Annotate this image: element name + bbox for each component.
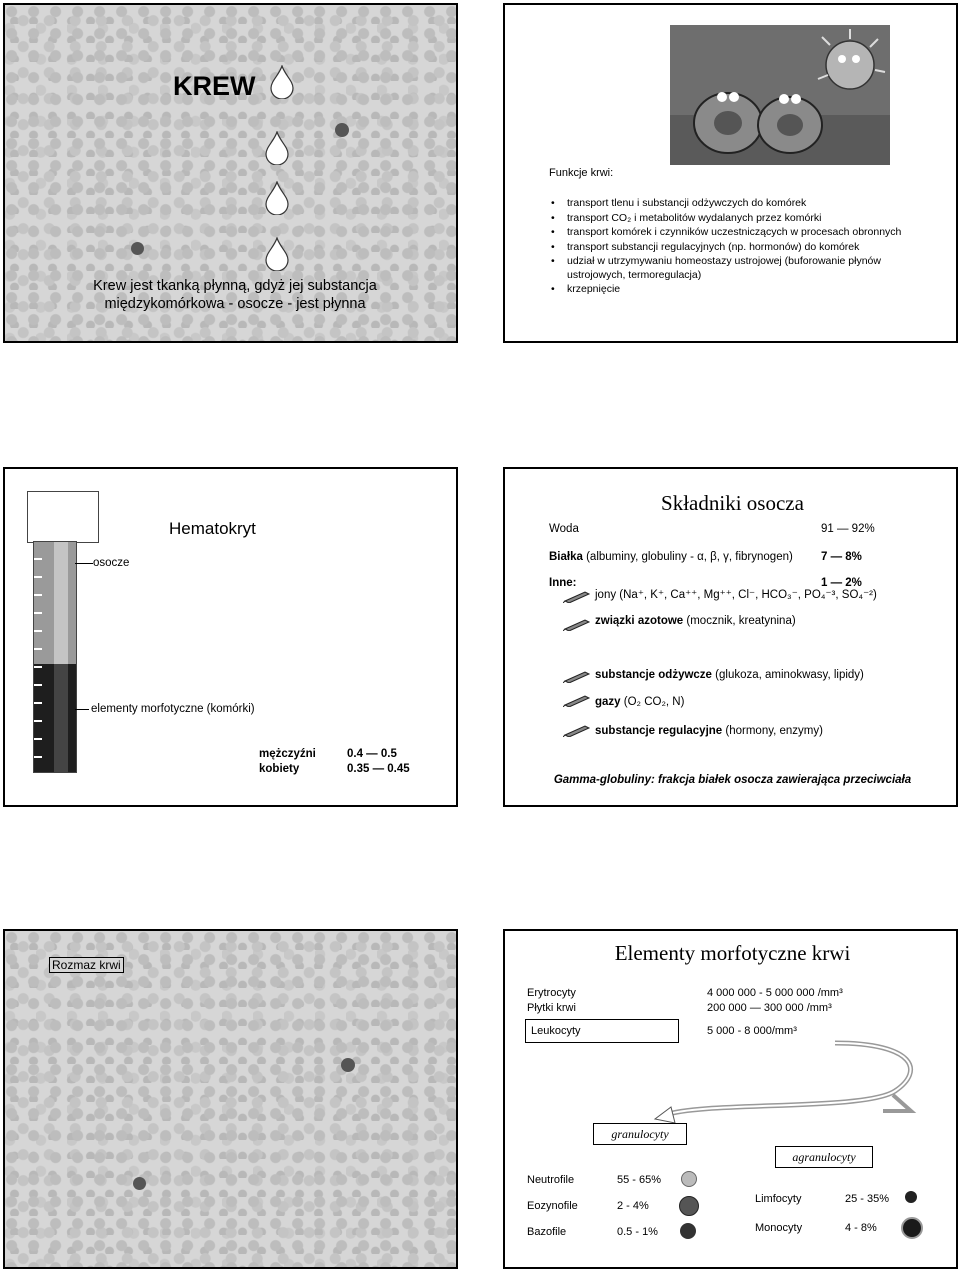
regulatory-rest: (hormony, enzymy) [722, 725, 823, 737]
slide-title: KREW [173, 71, 256, 101]
nutrients-rest: (glukoza, aminokwasy, lipidy) [711, 669, 864, 681]
drop-icon [264, 237, 290, 271]
slide-title: Elementy morfotyczne krwi [614, 941, 851, 965]
agranulocytes-label: agranulocyty [775, 1146, 873, 1168]
tube-cells-highlight [54, 664, 68, 772]
women-value: 0.35 — 0.45 [347, 763, 410, 775]
tube-cap [27, 491, 99, 543]
monocytes-label: Monocyty [755, 1222, 803, 1234]
men-value: 0.4 — 0.5 [347, 748, 397, 760]
women-label: kobiety [259, 763, 300, 775]
list-item: • transport substancji regulacyjnych (np. hormonów) do komórek [549, 241, 919, 255]
slide-funkcje-krwi [503, 3, 958, 343]
smear-label: Rozmaz krwi [49, 957, 124, 973]
monocyte-cell-icon [901, 1217, 923, 1239]
plasma-leader-line [75, 563, 93, 564]
pen-bullet-icon [563, 669, 591, 683]
erythrocytes-value: 4 000 000 - 5 000 000 /mm³ [707, 987, 843, 999]
neutrophil-cell-icon [681, 1171, 697, 1187]
nitrogen-text [595, 615, 796, 627]
other-value: 1 — 2% [821, 577, 862, 589]
leukocyte-dot [335, 123, 349, 137]
gases-bold: gazy [595, 696, 621, 708]
proteins-row [549, 551, 793, 563]
drop-icon [269, 65, 295, 99]
leukocyte-dot [133, 1177, 146, 1190]
list-item: • transport komórek i czynników uczestniczących w procesach obronnych [549, 226, 919, 240]
hematocrit-tube [33, 541, 77, 773]
pen-bullet-icon [563, 723, 591, 737]
eosinophil-cell-icon [679, 1196, 699, 1216]
eosinophils-value: 2 - 4% [617, 1200, 649, 1212]
other-label: Inne: [549, 577, 577, 589]
list-item: • krzepnięcie [549, 283, 919, 297]
slide-hematokryt [3, 467, 458, 807]
basophil-cell-icon [680, 1223, 696, 1239]
drop-icon [264, 181, 290, 215]
water-value: 91 — 92% [821, 523, 875, 535]
label-plasma: osocze [93, 557, 130, 569]
list-item: • transport CO₂ i metabolitów wydalanych przez komórki [549, 212, 919, 226]
label-elements: elementy morfotyczne (komórki) [91, 703, 255, 715]
leukocytes-value: 5 000 - 8 000/mm³ [707, 1025, 797, 1037]
lymphocytes-label: Limfocyty [755, 1193, 802, 1205]
pen-bullet-icon [563, 617, 591, 631]
functions-heading: Funkcje krwi: [549, 167, 614, 179]
neutrophils-label: Neutrofile [527, 1174, 575, 1186]
slide-skladniki-osocza [503, 467, 958, 807]
caption-line: Krew jest tkanką płynną, gdyż jej substancja [93, 278, 377, 294]
monocytes-value: 4 - 8% [845, 1222, 877, 1234]
slide-krew [3, 3, 458, 343]
cartoon-blood-cells-image [670, 25, 890, 165]
elements-leader-line [75, 709, 89, 710]
list-item: • udział w utrzymywaniu homeostazy ustrojowej (buforowanie płynów ustrojowych, termoregulacja) [549, 255, 919, 282]
water-label: Woda [549, 523, 579, 535]
slide-title: Składniki osocza [661, 491, 804, 515]
caption-line: międzykomórkowa - osocze - jest płynna [104, 296, 366, 312]
platelets-value: 200 000 — 300 000 /mm³ [707, 1002, 832, 1014]
leukocyte-dot [131, 242, 144, 255]
neutrophils-value: 55 - 65% [617, 1174, 662, 1186]
gamma-globulin-note: Gamma-globuliny: frakcja białek osocza zawierająca przeciwciała [553, 774, 912, 786]
lymphocytes-value: 25 - 35% [845, 1193, 890, 1205]
regulatory-bold: substancje regulacyjne [595, 725, 723, 737]
list-item: • transport tlenu i substancji odżywczych do komórek [549, 197, 919, 211]
tube-ticks [34, 542, 42, 772]
slide-title: Hematokryt [169, 519, 256, 538]
lymphocyte-cell-icon [905, 1191, 917, 1203]
granulocytes-label: granulocyty [593, 1123, 687, 1145]
drop-icon [264, 131, 290, 165]
nitrogen-bold: związki azotowe [595, 615, 684, 627]
slide-elementy-morfotyczne [503, 929, 958, 1269]
eosinophils-label: Eozynofile [527, 1200, 578, 1212]
nitrogen-rest: (mocznik, kreatynina) [683, 615, 796, 627]
erythrocytes-label: Erytrocyty [527, 987, 576, 999]
pen-bullet-icon [563, 693, 591, 707]
tube-plasma-highlight [54, 542, 68, 664]
slide-rozmaz-krwi [3, 929, 458, 1269]
regulatory-text [595, 725, 823, 737]
functions-list [549, 197, 919, 298]
platelets-label: Płytki krwi [527, 1002, 576, 1014]
proteins-detail: (albuminy, globuliny - α, β, γ, fibrynogen) [586, 551, 793, 563]
nutrients-bold: substancje odżywcze [595, 669, 712, 681]
gases-rest: (O₂ CO₂, N) [620, 696, 685, 708]
leukocytes-label: Leukocyty [531, 1025, 581, 1037]
proteins-label: Białka [549, 551, 583, 563]
men-label: mężczyźni [259, 748, 316, 760]
basophils-value: 0.5 - 1% [617, 1226, 658, 1238]
slide-caption [45, 277, 425, 313]
proteins-value: 7 — 8% [821, 551, 862, 563]
pen-bullet-icon [563, 589, 591, 603]
gases-text [595, 696, 684, 708]
ions-text: jony (Na⁺, K⁺, Ca⁺⁺, Mg⁺⁺, Cl⁻, HCO₃⁻, PO₄⁻³, SO₄⁻²) [595, 589, 877, 601]
leukocyte-dot [341, 1058, 355, 1072]
nutrients-text [595, 669, 864, 681]
basophils-label: Bazofile [527, 1226, 567, 1238]
